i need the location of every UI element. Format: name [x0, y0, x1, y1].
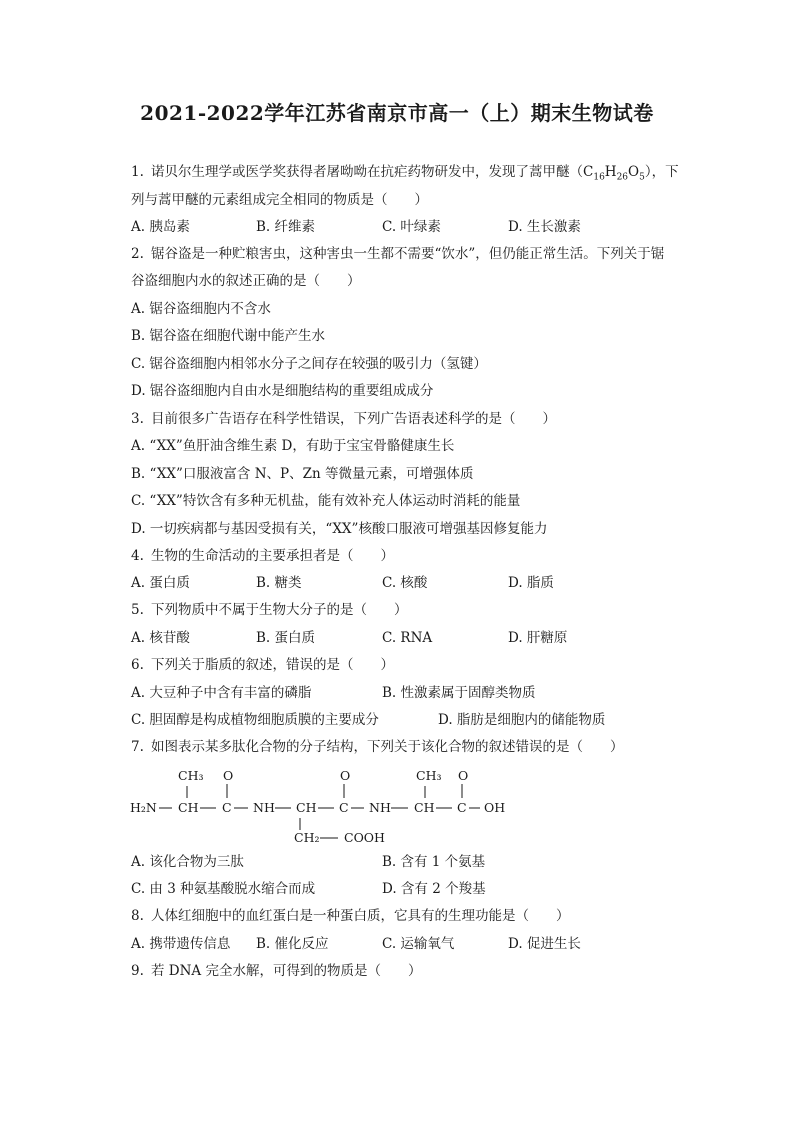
q1-option-d: D. 生长激素 — [508, 219, 581, 235]
q1-option-c: C. 叶绿素 — [382, 219, 441, 235]
question-8: 8. 人体红细胞中的血红蛋白是一种蛋白质，它具有的生理功能是（ ） — [131, 908, 570, 924]
q7-option-c: C. 由 3 种氨基酸脱水缩合而成 — [131, 881, 316, 897]
q2-option-b: B. 锯谷盗在细胞代谢中能产生水 — [131, 328, 326, 344]
q5-option-c: C. RNA — [382, 630, 433, 646]
q5-option-d: D. 肝糖原 — [508, 630, 568, 646]
q6-option-b: B. 性激素属于固醇类物质 — [382, 685, 536, 701]
peptide-structure-diagram — [128, 760, 528, 850]
structure-ch2: CH₂ — [294, 830, 320, 845]
question-2: 2. 锯谷盗是一种贮粮害虫，这种害虫一生都不需要“饮水”，但仍能正常生活。下列关于锯 — [131, 246, 665, 262]
q5-option-a: A. 核苷酸 — [131, 630, 190, 646]
q6-option-d: D. 脂肪是细胞内的储能物质 — [438, 712, 606, 728]
q4-option-a: A. 蛋白质 — [131, 575, 190, 591]
structure-c-1: C — [222, 800, 232, 815]
structure-c-3: C — [457, 800, 467, 815]
structure-o-1: O — [223, 768, 234, 783]
structure-h2n: H₂N — [130, 800, 157, 815]
structure-ch-3: CH — [414, 800, 435, 815]
structure-nh-2: NH — [369, 800, 391, 815]
question-5: 5. 下列物质中不属于生物大分子的是（ ） — [131, 602, 408, 618]
question-2-line2: 谷盗细胞内水的叙述正确的是（ ） — [131, 273, 361, 289]
q7-option-d: D. 含有 2 个羧基 — [382, 881, 486, 897]
q2-option-c: C. 锯谷盗细胞内相邻水分子之间存在较强的吸引力（氢键） — [131, 356, 487, 372]
q1-option-a: A. 胰岛素 — [131, 219, 190, 235]
structure-oh: OH — [484, 800, 506, 815]
question-9: 9. 若 DNA 完全水解，可得到的物质是（ ） — [131, 963, 422, 979]
question-6: 6. 下列关于脂质的叙述，错误的是（ ） — [131, 657, 394, 673]
structure-nh-1: NH — [253, 800, 275, 815]
q2-option-a: A. 锯谷盗细胞内不含水 — [131, 301, 271, 317]
structure-o-3: O — [458, 768, 469, 783]
question-3: 3. 目前很多广告语存在科学性错误，下列广告语表述科学的是（ ） — [131, 411, 556, 427]
q2-option-d: D. 锯谷盗细胞内自由水是细胞结构的重要组成成分 — [131, 383, 434, 399]
q8-option-a: A. 携带遗传信息 — [131, 936, 231, 952]
q8-option-c: C. 运输氧气 — [382, 936, 455, 952]
q8-option-d: D. 促进生长 — [508, 936, 581, 952]
question-1-line1: 诺贝尔生理学或医学奖获得者屠呦呦在抗疟药物研发中，发现了蒿甲醚$(C_{16}H_{26}O_5)$，下 — [151, 164, 679, 183]
q3-option-a: A. “XX”鱼肝油含维生素 D，有助于宝宝骨骼健康生长 — [131, 438, 455, 454]
structure-cooh: COOH — [344, 830, 385, 845]
structure-ch3-2: CH₃ — [416, 768, 442, 783]
q4-option-d: D. 脂质 — [508, 575, 554, 591]
structure-ch3-1: CH₃ — [178, 768, 204, 783]
q3-option-d: D. 一切疾病都与基因受损有关，“XX”核酸口服液可增强基因修复能力 — [131, 521, 548, 537]
structure-ch-2: CH — [296, 800, 317, 815]
q8-option-b: B. 催化反应 — [256, 936, 329, 952]
structure-ch-1: CH — [178, 800, 199, 815]
q1-option-b: B. 纤维素 — [256, 219, 316, 235]
q4-option-b: B. 糖类 — [256, 575, 302, 591]
q4-option-c: C. 核酸 — [382, 575, 428, 591]
q3-option-c: C. “XX”特饮含有多种无机盐，能有效补充人体运动时消耗的能量 — [131, 493, 521, 509]
structure-c-2: C — [339, 800, 349, 815]
question-4: 4. 生物的生命活动的主要承担者是（ ） — [131, 548, 394, 564]
page-title: 2021-2022学年江苏省南京市高一（上）期末生物试卷 — [140, 101, 654, 125]
question-1-line2: 列与蒿甲醚的元素组成完全相同的物质是（ ） — [131, 192, 428, 208]
q7-option-a: A. 该化合物为三肽 — [131, 854, 244, 870]
q3-option-b: B. “XX”口服液富含 N、P、Zn 等微量元素，可增强体质 — [131, 466, 474, 482]
q6-option-c: C. 胆固醇是构成植物细胞质膜的主要成分 — [131, 712, 379, 728]
question-1: 1. 诺贝尔生理学或医学奖获得者屠呦呦在抗疟药物研发中，发现了蒿甲醚$(C_{16}H_{26}O_5)$，下 — [131, 164, 679, 183]
q7-option-b: B. 含有 1 个氨基 — [382, 854, 486, 870]
q6-option-a: A. 大豆种子中含有丰富的磷脂 — [131, 685, 312, 701]
question-7: 7. 如图表示某多肽化合物的分子结构，下列关于该化合物的叙述错误的是（ ） — [131, 739, 624, 755]
structure-o-2: O — [340, 768, 351, 783]
q5-option-b: B. 蛋白质 — [256, 630, 316, 646]
